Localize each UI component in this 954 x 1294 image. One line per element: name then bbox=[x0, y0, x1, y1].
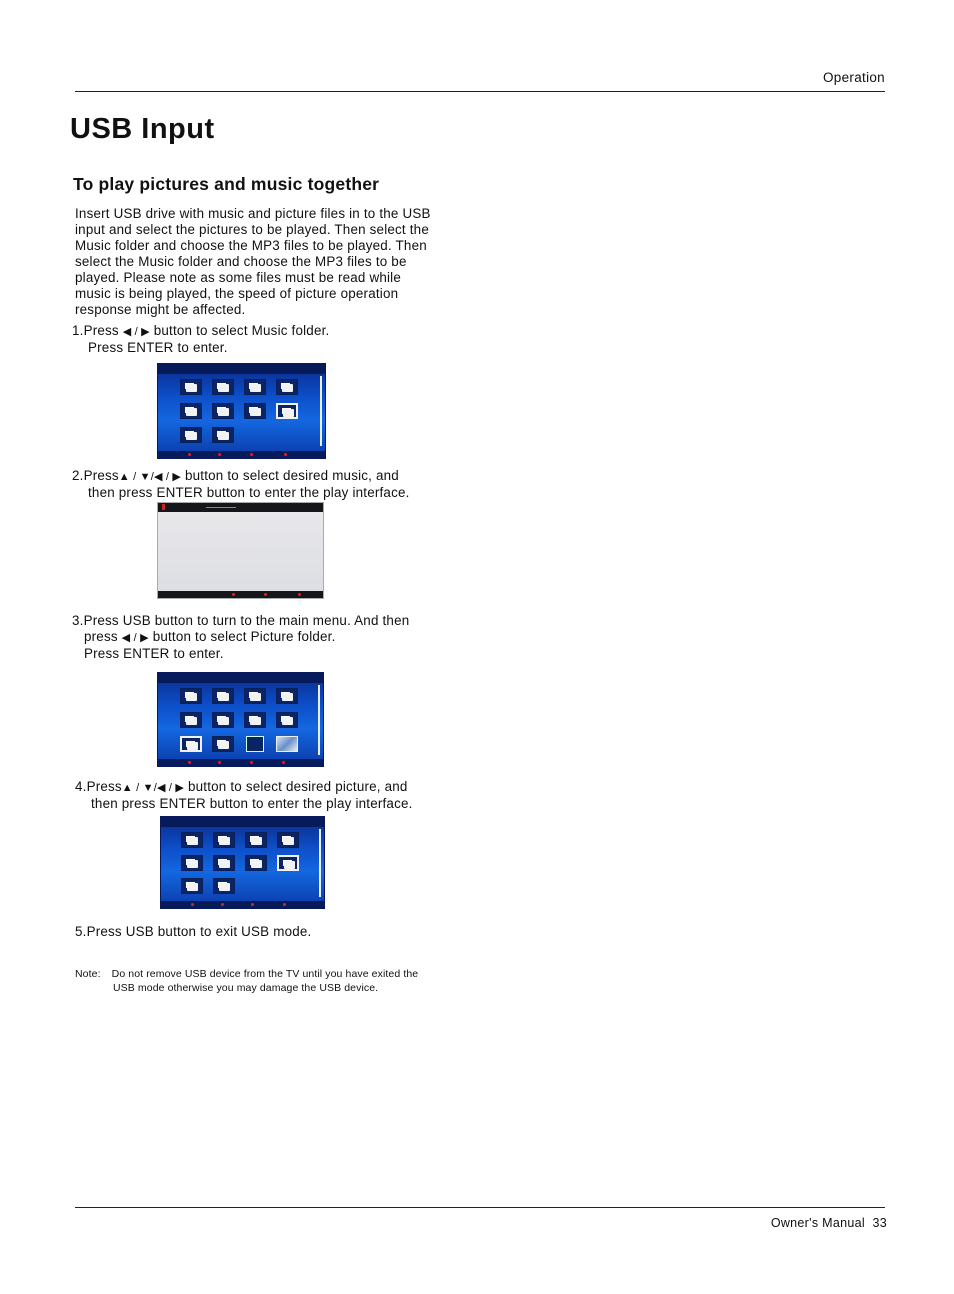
step-3-press: press bbox=[84, 629, 118, 644]
intro-line: music is being played, the speed of picture operation bbox=[75, 286, 399, 301]
step-2-enter: then press ENTER button to enter the play interface. bbox=[88, 485, 410, 500]
intro-line: input and select the pictures to be played. Then select the bbox=[75, 222, 429, 237]
left-right-arrows-icon: ◀ / ▶ bbox=[122, 326, 150, 338]
hint-dot-icon bbox=[188, 453, 191, 456]
footer-page-label: Owner's Manual 33 bbox=[770, 1216, 887, 1230]
folder-icon bbox=[244, 688, 266, 704]
intro-line: Music folder and choose the MP3 files to be played. Then bbox=[75, 238, 427, 253]
folder-icon bbox=[181, 832, 203, 848]
hint-dot-icon bbox=[264, 593, 267, 596]
hint-dot-icon bbox=[282, 761, 285, 764]
folder-icon bbox=[212, 427, 234, 443]
hint-dot-icon bbox=[283, 903, 286, 906]
folder-icon bbox=[212, 736, 234, 752]
step-4-press: 4.Press bbox=[75, 779, 122, 794]
folder-icon bbox=[213, 855, 235, 871]
step-2-text: button to select desired music, and bbox=[185, 468, 399, 483]
folder-icon bbox=[276, 712, 298, 728]
screen-top-bar bbox=[161, 817, 324, 827]
file-icon bbox=[246, 736, 264, 752]
hint-dot-icon bbox=[298, 593, 301, 596]
step-4-enter: then press ENTER button to enter the play interface. bbox=[91, 796, 413, 811]
music-note-icon bbox=[162, 504, 165, 510]
folder-icon bbox=[244, 712, 266, 728]
folder-icon bbox=[213, 878, 235, 894]
intro-line: response might be affected. bbox=[75, 302, 246, 317]
picture-thumbnail-icon bbox=[276, 736, 298, 752]
hint-dot-icon bbox=[218, 453, 221, 456]
folder-icon bbox=[212, 712, 234, 728]
section-label: Operation bbox=[823, 70, 885, 85]
screen-bottom-bar bbox=[158, 759, 323, 766]
intro-line: select the Music folder and choose the MP3 files to be bbox=[75, 254, 407, 269]
hint-dot-icon bbox=[221, 903, 224, 906]
note-label: Note: bbox=[75, 968, 101, 980]
folder-icon bbox=[244, 403, 266, 419]
hint-dot-icon bbox=[284, 453, 287, 456]
folder-icon bbox=[180, 427, 202, 443]
hint-dot-icon bbox=[191, 903, 194, 906]
intro-line: played. Please note as some files must be read while bbox=[75, 270, 401, 285]
folder-icon bbox=[180, 403, 202, 419]
step-3-line-1: 3.Press USB button to turn to the main menu. And then bbox=[72, 613, 410, 628]
folder-icon bbox=[276, 688, 298, 704]
hint-dot-icon bbox=[250, 761, 253, 764]
left-right-arrows-icon: ◀ / ▶ bbox=[121, 632, 149, 644]
hint-dot-icon bbox=[250, 453, 253, 456]
four-way-arrows-icon: ▲ / ▼/◀ / ▶ bbox=[118, 471, 182, 483]
player-progress-icon bbox=[206, 507, 236, 508]
step-3-text: button to select Picture folder. bbox=[152, 629, 336, 644]
note-line-2: USB mode otherwise you may damage the USB device. bbox=[113, 982, 379, 994]
selected-folder-icon bbox=[277, 855, 299, 871]
step-1 bbox=[72, 323, 329, 356]
folder-icon bbox=[181, 878, 203, 894]
screen-bottom-bar bbox=[161, 901, 324, 908]
screen-bottom-bar bbox=[158, 451, 325, 458]
scrollbar bbox=[318, 685, 320, 755]
page-title: USB Input bbox=[70, 113, 215, 145]
step-4-text: button to select desired picture, and bbox=[188, 779, 408, 794]
usb-browser-screenshot-2 bbox=[157, 672, 324, 767]
step-1-enter: Press ENTER to enter. bbox=[88, 340, 228, 355]
folder-icon bbox=[277, 832, 299, 848]
step-5: 5.Press USB button to exit USB mode. bbox=[75, 924, 312, 939]
header-rule bbox=[75, 91, 885, 92]
usb-browser-screenshot-1 bbox=[157, 363, 326, 459]
step-1-press: 1.Press bbox=[72, 323, 119, 338]
hint-dot-icon bbox=[218, 761, 221, 764]
hint-dot-icon bbox=[251, 903, 254, 906]
step-2 bbox=[72, 468, 410, 501]
folder-icon bbox=[212, 403, 234, 419]
folder-icon bbox=[212, 379, 234, 395]
folder-icon bbox=[213, 832, 235, 848]
step-2-press: 2.Press bbox=[72, 468, 119, 483]
selected-folder-icon bbox=[180, 736, 202, 752]
screen-top-bar bbox=[158, 364, 325, 374]
intro-line: Insert USB drive with music and picture files in to the USB bbox=[75, 206, 431, 221]
hint-dot-icon bbox=[188, 761, 191, 764]
hint-dot-icon bbox=[232, 593, 235, 596]
step-4 bbox=[75, 779, 413, 812]
folder-icon bbox=[276, 379, 298, 395]
intro-paragraph bbox=[75, 206, 485, 318]
folder-icon bbox=[180, 688, 202, 704]
note bbox=[75, 967, 418, 995]
screen-top-bar bbox=[158, 673, 323, 683]
music-player-screenshot bbox=[157, 502, 324, 599]
folder-icon bbox=[245, 832, 267, 848]
folder-icon bbox=[180, 712, 202, 728]
usb-browser-screenshot-3 bbox=[160, 816, 325, 909]
step-3 bbox=[72, 613, 409, 662]
folder-icon bbox=[180, 379, 202, 395]
player-top-bar bbox=[158, 503, 323, 512]
step-3-line-2 bbox=[72, 629, 409, 646]
four-way-arrows-icon: ▲ / ▼/◀ / ▶ bbox=[121, 782, 185, 794]
step-1-text: button to select Music folder. bbox=[153, 323, 330, 338]
folder-icon bbox=[244, 379, 266, 395]
folder-icon bbox=[245, 855, 267, 871]
scrollbar bbox=[320, 376, 322, 446]
folder-icon bbox=[181, 855, 203, 871]
scrollbar bbox=[319, 829, 321, 897]
footer-rule bbox=[75, 1207, 885, 1208]
folder-icon bbox=[212, 688, 234, 704]
section-subtitle: To play pictures and music together bbox=[73, 174, 380, 194]
selected-folder-icon bbox=[276, 403, 298, 419]
step-3-enter: Press ENTER to enter. bbox=[84, 646, 224, 661]
note-line-1: Do not remove USB device from the TV until you have exited the bbox=[111, 968, 419, 980]
